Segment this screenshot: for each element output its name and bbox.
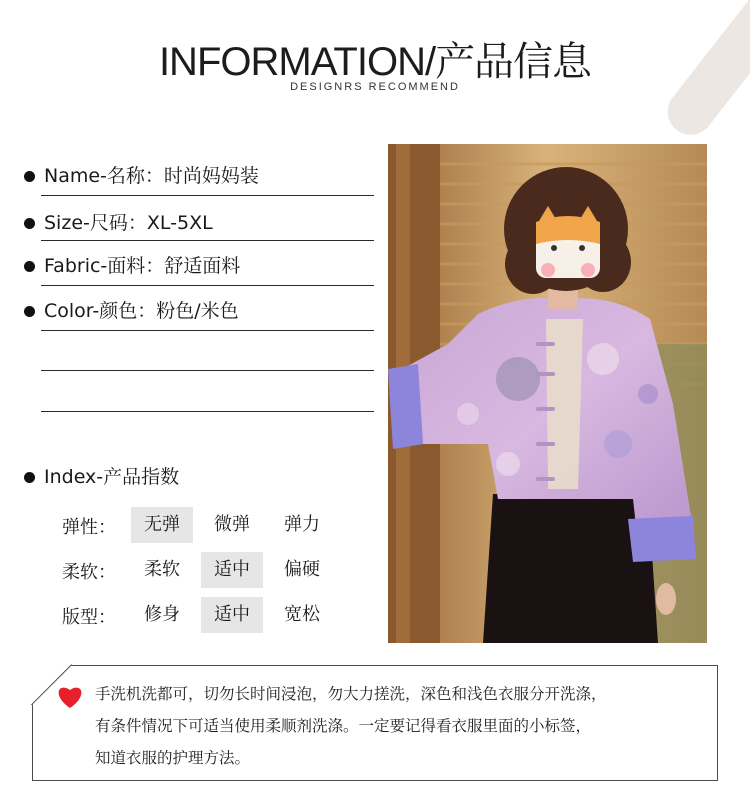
index-option: 微弹	[214, 514, 250, 535]
index-option: 无弹	[131, 507, 193, 543]
index-name-fit: 版型：	[62, 607, 116, 628]
care-line: 有条件情况下可适当使用柔顺剂洗涤。一定要记得看衣服里面的小标签，	[95, 717, 592, 735]
heart-icon	[56, 683, 84, 709]
bullet-dot	[24, 261, 35, 272]
index-name-softness: 柔软：	[62, 562, 116, 583]
info-row-color	[24, 298, 374, 342]
divider	[41, 370, 374, 371]
care-text	[95, 678, 705, 774]
index-option: 适中	[201, 552, 263, 588]
info-label: Size-尺码：XL-5XL	[44, 212, 213, 234]
index-name-elasticity: 弹性：	[62, 517, 116, 538]
care-line: 手洗机洗都可，切勿长时间浸泡，勿大力搓洗，深色和浅色衣服分开洗涤，	[95, 685, 607, 703]
page-title: INFORMATION/产品信息	[158, 40, 592, 84]
bullet-dot	[24, 472, 35, 483]
bullet-dot	[24, 306, 35, 317]
index-option: 修身	[144, 604, 180, 625]
divider	[41, 411, 374, 412]
index-option: 偏硬	[284, 559, 320, 580]
index-option: 适中	[201, 597, 263, 633]
divider	[41, 285, 374, 286]
divider	[41, 330, 374, 331]
bullet-dot	[24, 218, 35, 229]
info-row-name	[24, 163, 374, 207]
product-photo	[388, 144, 707, 643]
info-row-fabric	[24, 253, 374, 297]
info-label: Color-颜色：粉色/米色	[44, 300, 239, 322]
divider	[41, 240, 374, 241]
divider	[41, 195, 374, 196]
info-row-size	[24, 210, 374, 254]
index-heading-label: Index-产品指数	[44, 466, 180, 488]
bullet-dot	[24, 171, 35, 182]
care-line: 知道衣服的护理方法。	[95, 749, 251, 767]
info-label: Fabric-面料：舒适面料	[44, 255, 241, 277]
page-subtitle: DESIGNRS RECOMMEND	[290, 81, 460, 93]
index-option: 宽松	[284, 604, 320, 625]
info-label: Name-名称：时尚妈妈装	[44, 165, 259, 187]
index-option: 柔软	[144, 559, 180, 580]
index-option: 弹力	[284, 514, 320, 535]
